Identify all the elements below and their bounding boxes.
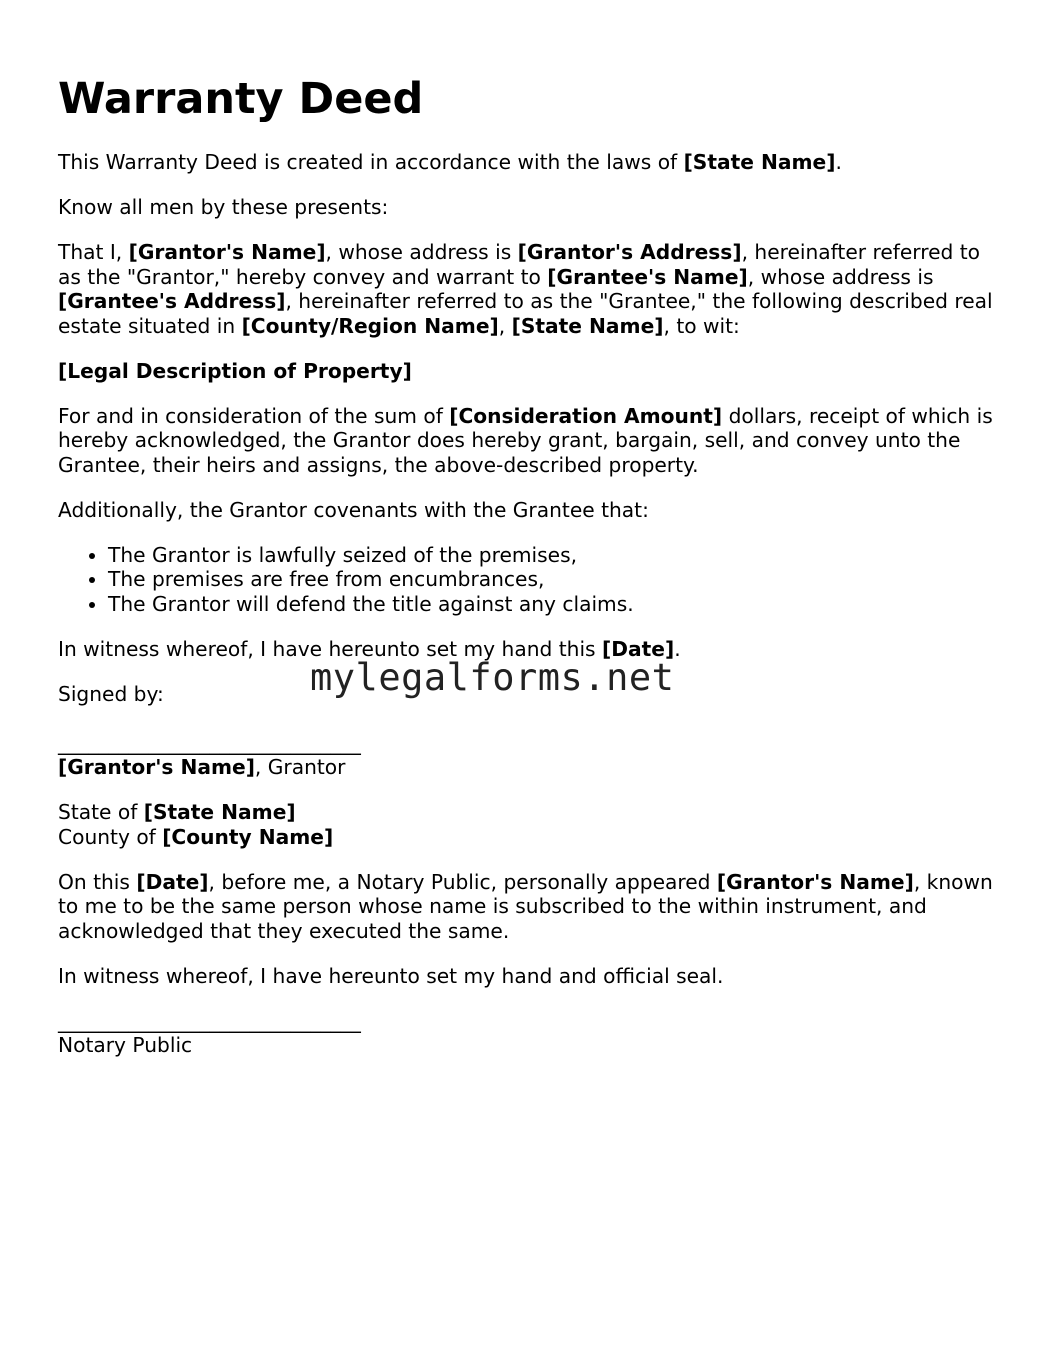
notary-signature-block (58, 1009, 998, 1058)
consideration-amount-placeholder: [Consideration Amount] (449, 403, 723, 428)
date-placeholder: [Date] (602, 636, 675, 661)
grantor-address-placeholder: [Grantor's Address] (517, 240, 742, 264)
covenants-list (58, 543, 998, 617)
preamble-paragraph: Know all men by these presents: (58, 195, 389, 219)
watermark-text: mylegalforms.net (310, 656, 675, 699)
state-placeholder: [State Name] (511, 313, 664, 338)
covenants-intro: Additionally, the Grantor covenants with the Grantee that: (58, 497, 649, 522)
list-item: • The Grantor will defend the title against any claims. (108, 592, 998, 617)
date-placeholder: [Date] (136, 869, 209, 894)
witness-paragraph: In witness whereof, I have hereunto set my hand this [Date]. (58, 636, 681, 661)
grantor-name-placeholder: [Grantor's Name] (58, 755, 255, 779)
grantee-address-placeholder: [Grantee's Address] (58, 289, 286, 313)
legal-description-placeholder: [Legal Description of Property] (58, 358, 412, 383)
county-placeholder: [County Name] (162, 824, 334, 849)
grantee-name-placeholder: [Grantee's Name] (547, 264, 748, 289)
state-placeholder: [State Name] (143, 800, 296, 824)
grantor-signature-block: ______________________________ [Grantor's Name], Grantor (58, 731, 998, 780)
governing-law-paragraph: This Warranty Deed is created in accordance with the laws of [State Name]. (58, 150, 842, 174)
grantor-name-placeholder: [Grantor's Name] (716, 869, 914, 894)
list-item: • The Grantor is lawfully seized of the premises, (108, 543, 998, 568)
notary-acknowledgment-paragraph: On this [Date], before me, a Notary Public, personally appeared [Grantor's Name], known to me to be the same person whose name is subscribed to the within instrument, and acknowledged that they executed the same. (58, 869, 993, 943)
document-body (58, 150, 998, 1078)
signature-line: ______________________________ (58, 1008, 361, 1033)
notary-witness-paragraph: In witness whereof, I have hereunto set my hand and official seal. (58, 963, 724, 988)
notary-public-label: Notary Public (58, 1033, 193, 1057)
conveyance-paragraph: That I, [Grantor's Name], whose address is [Grantor's Address], hereinafter referred to as the "Grantor," hereby convey and warrant to [Grantee's Name], whose address is [Grantee's Address], hereinafter referred to as the "Grantee," the following described real estate situated in [County/Region Name], [State Name], to wit: (58, 240, 993, 338)
grantor-name-placeholder: [Grantor's Name] (128, 240, 326, 264)
list-item: • The premises are free from encumbrances, (108, 567, 998, 592)
county-region-placeholder: [County/Region Name] (241, 313, 499, 338)
signature-line: ______________________________ (58, 730, 361, 755)
consideration-paragraph: For and in consideration of the sum of [Consideration Amount] dollars, receipt of which is hereby acknowledged, the Grantor does hereby grant, bargain, sell, and convey unto the Grantee, their heirs and assigns, the above-described property. (58, 403, 993, 477)
venue-block: State of [State Name] County of [County Name] (58, 800, 334, 849)
signed-by-label: Signed by: (58, 681, 164, 706)
state-placeholder: [State Name] (683, 150, 836, 174)
document-title: Warranty Deed (58, 74, 424, 124)
